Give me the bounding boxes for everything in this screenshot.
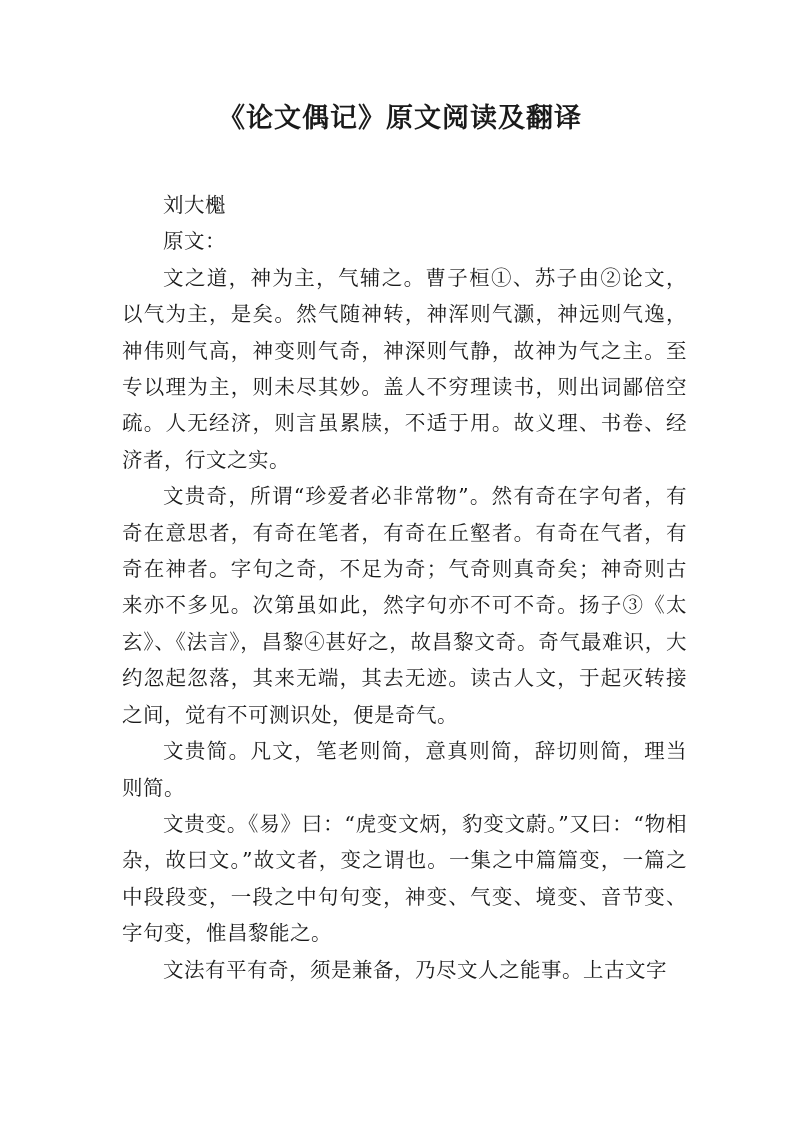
section-label: 原文： bbox=[163, 229, 226, 254]
paragraph: 文之道，神为主，气辅之。曹子桓①、苏子由②论文，以气为主，是矣。然气随神转，神浑则气灏，神远则气逸，神伟则气高，神变则气奇，神深则气静，故神为气之主。至专以理为主，则未尽其妙。盖人不穷理读书，则出词鄙倍空疏。人无经济，则言虽累牍，不适于用。故义理、书卷、经济者，行文之实。 bbox=[122, 265, 687, 472]
paragraph: 文法有平有奇，须是兼备，乃尽文人之能事。上古文字 bbox=[163, 957, 667, 982]
document-title: 《论文偶记》原文阅读及翻译 bbox=[218, 103, 582, 134]
paragraph: 文贵简。凡文，笔老则简，意真则简，辞切则简，理当则简。 bbox=[122, 739, 687, 800]
author-line: 刘大櫆 bbox=[163, 193, 226, 217]
paragraph: 文贵奇，所谓“珍爱者必非常物”。然有奇在字句者，有奇在意思者，有奇在笔者，有奇在丘壑者。有奇在气者，有奇在神者。字句之奇，不足为奇；气奇则真奇矣；神奇则古来亦不多见。次第虽如此，然字句亦不可不奇。扬子③《太玄》、《法言》，昌黎④甚好之，故昌黎文奇。奇气最难识，大约忽起忽落，其来无端，其去无迹。读古人文，于起灭转接之间，觉有不可测识处，便是奇气。 bbox=[122, 484, 687, 727]
document-body bbox=[122, 187, 687, 988]
paragraph: 文贵变。《易》曰：“虎变文炳，豹变文蔚。”又曰：“物相杂，故曰文。”故文者，变之谓也。一集之中篇篇变，一篇之中段段变，一段之中句句变，神变、气变、境变、音节变、字句变，惟昌黎能之。 bbox=[122, 811, 687, 946]
